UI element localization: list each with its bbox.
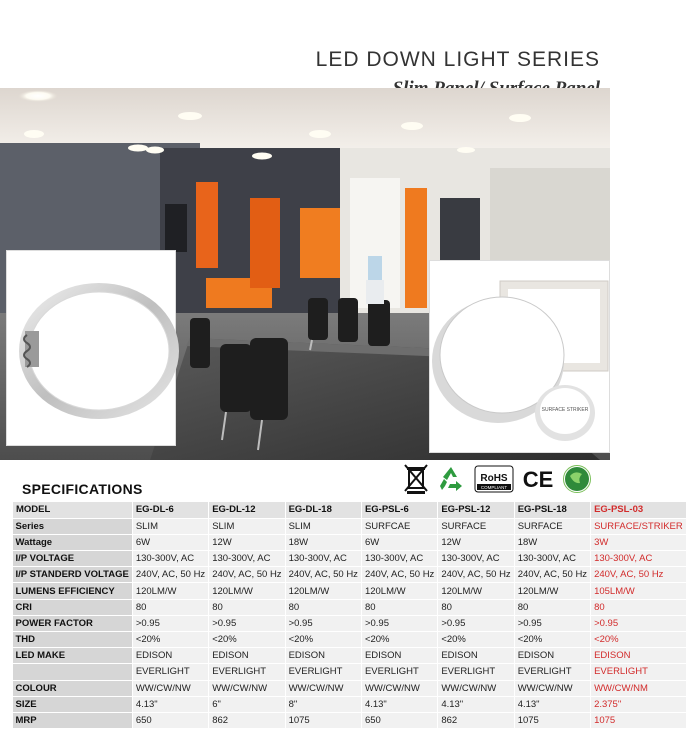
spec-cell: EVERLIGHT (285, 664, 361, 680)
top-strip (0, 0, 610, 40)
spec-header-cell: EG-DL-6 (132, 502, 208, 518)
spec-cell: >0.95 (361, 615, 437, 631)
ce-text: CE (522, 467, 554, 492)
spec-cell: 1075 (285, 712, 361, 728)
spec-header-cell: EG-PSL-03 (591, 502, 686, 518)
spec-cell: >0.95 (132, 615, 208, 631)
spec-cell: EDISON (132, 648, 208, 664)
spec-cell: SLIM (209, 518, 285, 534)
spec-cell: >0.95 (591, 615, 686, 631)
spec-header-cell: EG-DL-12 (209, 502, 285, 518)
spec-cell: <20% (514, 632, 590, 648)
spec-cell: WW/CW/NM (591, 680, 686, 696)
spec-cell: WW/CW/NW (209, 680, 285, 696)
spec-row-label: LUMENS EFFICIENCY (13, 583, 133, 599)
spec-cell: <20% (285, 632, 361, 648)
table-row (13, 680, 686, 696)
table-row (13, 632, 686, 648)
rohs-icon (474, 464, 514, 494)
table-row (13, 615, 686, 631)
ce-mark-icon (522, 464, 554, 494)
spec-cell: WW/CW/NW (285, 680, 361, 696)
spec-row-label: SIZE (13, 696, 133, 712)
spec-cell: EVERLIGHT (361, 664, 437, 680)
spec-cell: 80 (361, 599, 437, 615)
spec-row-label: LED MAKE (13, 648, 133, 664)
spec-row-label: I/P VOLTAGE (13, 551, 133, 567)
spec-cell: 6" (209, 696, 285, 712)
spec-cell: 240V, AC, 50 Hz (285, 567, 361, 583)
spec-cell: EDISON (285, 648, 361, 664)
specifications-table (12, 502, 686, 729)
spec-cell: 80 (438, 599, 514, 615)
spec-cell: 120LM/W (285, 583, 361, 599)
spec-cell: EDISON (591, 648, 686, 664)
spec-cell: >0.95 (209, 615, 285, 631)
spec-cell: WW/CW/NW (438, 680, 514, 696)
spec-cell: 8" (285, 696, 361, 712)
spec-cell: 120LM/W (209, 583, 285, 599)
spec-row-label: Series (13, 518, 133, 534)
spec-cell: EVERLIGHT (132, 664, 208, 680)
spec-cell: 650 (361, 712, 437, 728)
spec-cell: 120LM/W (132, 583, 208, 599)
spec-cell: 6W (361, 534, 437, 550)
spec-cell: 130-300V, AC (438, 551, 514, 567)
spec-header-cell: EG-PSL-12 (438, 502, 514, 518)
spec-cell: 80 (285, 599, 361, 615)
spec-cell: EVERLIGHT (591, 664, 686, 680)
surface-panel-product-image (429, 260, 610, 453)
spec-cell: 4.13" (514, 696, 590, 712)
spec-header-cell: EG-DL-18 (285, 502, 361, 518)
spec-cell: 4.13" (438, 696, 514, 712)
spec-cell: 18W (514, 534, 590, 550)
spec-cell: 12W (438, 534, 514, 550)
spec-cell: SLIM (132, 518, 208, 534)
spec-cell: >0.95 (438, 615, 514, 631)
spec-header-cell: EG-PSL-6 (361, 502, 437, 518)
spec-header-row (13, 502, 686, 518)
spec-cell: <20% (209, 632, 285, 648)
spec-cell: WW/CW/NW (514, 680, 590, 696)
slim-panel-product-image (6, 250, 176, 446)
spec-cell: 18W (285, 534, 361, 550)
spec-cell: SURFCAE (361, 518, 437, 534)
certification-icons (404, 462, 604, 496)
spec-row-label: Wattage (13, 534, 133, 550)
spec-cell: 130-300V, AC (591, 551, 686, 567)
table-row (13, 583, 686, 599)
spec-row-label: I/P STANDERD VOLTAGE (13, 567, 133, 583)
specifications-heading: SPECIFICATIONS (22, 481, 143, 497)
table-row (13, 534, 686, 550)
spec-cell: EVERLIGHT (209, 664, 285, 680)
spec-cell: 862 (209, 712, 285, 728)
spec-cell: 240V, AC, 50 Hz (361, 567, 437, 583)
spec-row-label: CRI (13, 599, 133, 615)
spec-cell: <20% (132, 632, 208, 648)
spec-cell: 240V, AC, 50 Hz (209, 567, 285, 583)
spec-cell: WW/CW/NW (132, 680, 208, 696)
spec-cell: >0.95 (514, 615, 590, 631)
spec-cell: <20% (591, 632, 686, 648)
surface-striker-label: SURFACE STRIKER (541, 407, 589, 413)
table-row (13, 551, 686, 567)
spec-cell: EDISON (514, 648, 590, 664)
spec-cell: 80 (591, 599, 686, 615)
spec-cell: 80 (514, 599, 590, 615)
spec-cell: EVERLIGHT (514, 664, 590, 680)
spec-cell: 105LM/W (591, 583, 686, 599)
weee-bin-icon (404, 464, 428, 494)
spec-cell: 4.13" (361, 696, 437, 712)
spec-cell: 130-300V, AC (514, 551, 590, 567)
table-row (13, 648, 686, 664)
spec-cell: 240V, AC, 50 Hz (438, 567, 514, 583)
spec-cell: 120LM/W (361, 583, 437, 599)
spec-cell: EDISON (438, 648, 514, 664)
spec-cell: 240V, AC, 50 Hz (591, 567, 686, 583)
table-row (13, 518, 686, 534)
spec-row-label: MRP (13, 712, 133, 728)
spec-cell: EVERLIGHT (438, 664, 514, 680)
spec-cell: >0.95 (285, 615, 361, 631)
spec-row-label (13, 664, 133, 680)
spec-table-body (13, 518, 686, 728)
spec-cell: 6W (132, 534, 208, 550)
spec-cell: 650 (132, 712, 208, 728)
spec-cell: WW/CW/NW (361, 680, 437, 696)
spec-cell: 130-300V, AC (361, 551, 437, 567)
spec-cell: 862 (438, 712, 514, 728)
spec-cell: 2.375" (591, 696, 686, 712)
spec-row-label: POWER FACTOR (13, 615, 133, 631)
table-row (13, 696, 686, 712)
spec-cell: <20% (438, 632, 514, 648)
spec-cell: 120LM/W (438, 583, 514, 599)
spec-cell: SLIM (285, 518, 361, 534)
spec-cell: EDISON (209, 648, 285, 664)
spec-header-cell: EG-PSL-18 (514, 502, 590, 518)
spec-row-label: COLOUR (13, 680, 133, 696)
rohs-compliant-text: COMPLIANT (480, 485, 508, 490)
spec-cell: 1075 (514, 712, 590, 728)
spec-cell: SURFACE (438, 518, 514, 534)
rohs-text: RoHS (480, 473, 508, 484)
spec-cell: 120LM/W (514, 583, 590, 599)
series-title: LED DOWN LIGHT SERIES (315, 48, 600, 71)
spec-cell: 3W (591, 534, 686, 550)
spec-cell: EDISON (361, 648, 437, 664)
spec-header-model: MODEL (13, 502, 133, 518)
spec-row-label: THD (13, 632, 133, 648)
spec-cell: 80 (132, 599, 208, 615)
recycle-icon (436, 464, 466, 494)
table-row (13, 664, 686, 680)
spec-cell: 12W (209, 534, 285, 550)
eco-globe-icon (562, 464, 592, 494)
spec-cell: SURFACE/STRIKER (591, 518, 686, 534)
spec-cell: 130-300V, AC (285, 551, 361, 567)
spec-cell: <20% (361, 632, 437, 648)
table-row (13, 567, 686, 583)
spec-cell: 4.13" (132, 696, 208, 712)
spec-cell: 130-300V, AC (209, 551, 285, 567)
spec-cell: 240V, AC, 50 Hz (514, 567, 590, 583)
table-row (13, 712, 686, 728)
table-row (13, 599, 686, 615)
spec-cell: 240V, AC, 50 Hz (132, 567, 208, 583)
spec-cell: 80 (209, 599, 285, 615)
spec-cell: SURFACE (514, 518, 590, 534)
spec-cell: 1075 (591, 712, 686, 728)
spec-cell: 130-300V, AC (132, 551, 208, 567)
